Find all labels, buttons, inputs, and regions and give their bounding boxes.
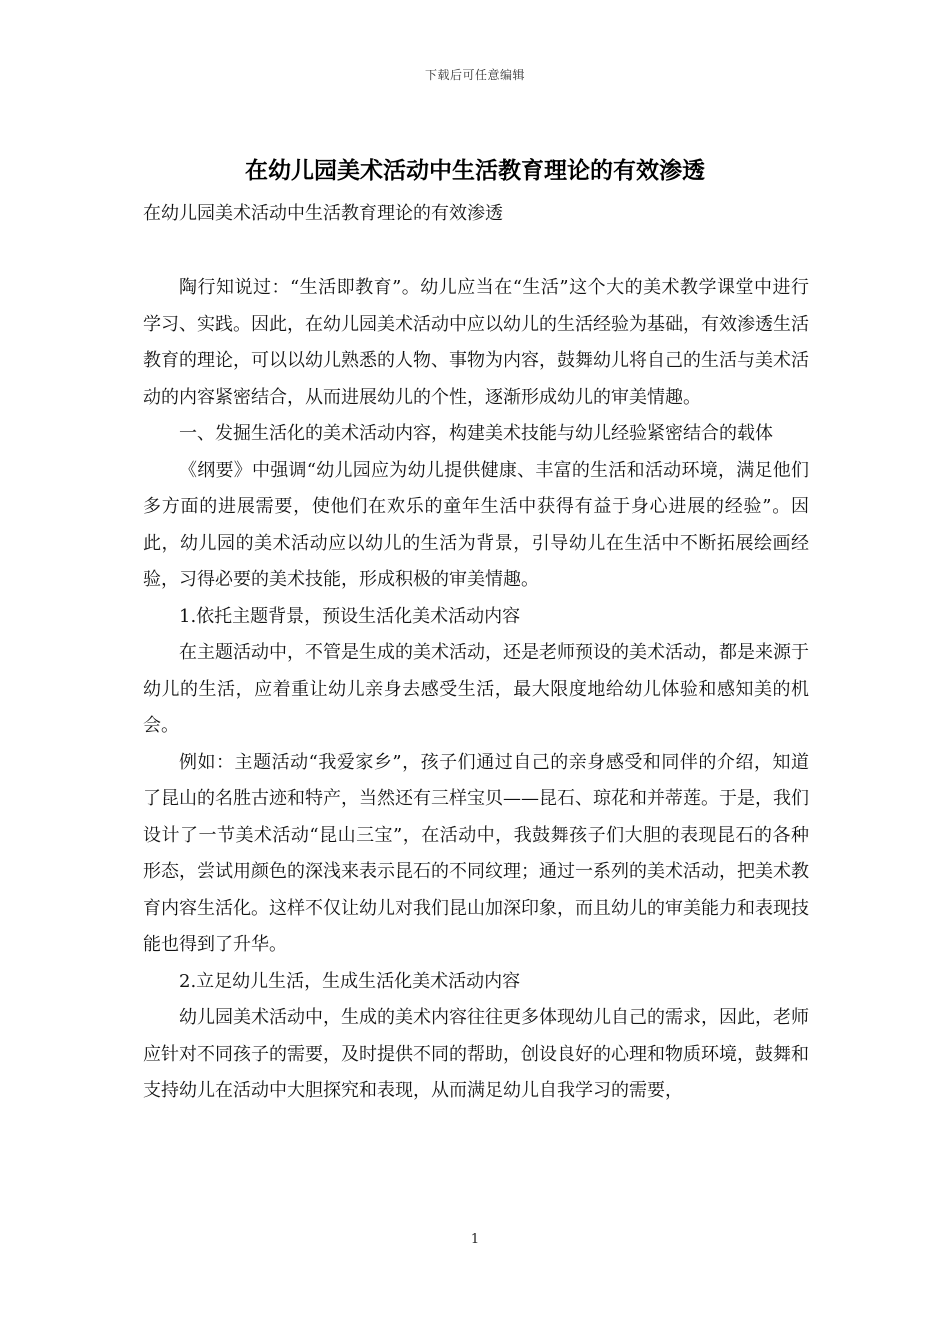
subsection-heading: 2.立足幼儿生活，生成生活化美术活动内容 [179, 970, 521, 992]
document-subtitle: 在幼儿园美术活动中生活教育理论的有效渗透 [143, 203, 503, 224]
subsection-heading: 1.依托主题背景，预设生活化美术活动内容 [179, 605, 521, 627]
paragraph: 幼儿园美术活动中，生成的美术内容往往更多体现幼儿自己的需求，因此，老师应针对不同孩子的需要，及时提供不同的帮助，创设良好的心理和物质环境，鼓舞和支持幼儿在活动中大胆探究和表现，从而满足幼儿自我学习的需要， [143, 1007, 809, 1101]
paragraph: 《纲要》中强调“幼儿园应为幼儿提供健康、丰富的生活和活动环境，满足他们多方面的进展需要，使他们在欢乐的童年生活中获得有益于身心进展的经验”。因此，幼儿园的美术活动应以幼儿的生活为背景，引导幼儿在生活中不断拓展绘画经验，习得必要的美术技能，形成积极的审美情趣。 [143, 459, 809, 590]
page-number: 1 [470, 1232, 480, 1247]
paragraph: 例如：主题活动“我爱家乡”，孩子们通过自己的亲身感受和同伴的介绍，知道了昆山的名胜古迹和特产，当然还有三样宝贝——昆石、琼花和并蒂莲。于是，我们设计了一节美术活动“昆山三宝”，在活动中，我鼓舞孩子们大胆的表现昆石的各种形态，尝试用颜色的深浅来表示昆石的不同纹理；通过一系列的美术活动，把美术教育内容生活化。这样不仅让幼儿对我们昆山加深印象，而且幼儿的审美能力和表现技能也得到了升华。 [143, 751, 809, 955]
paragraph: 陶行知说过：“生活即教育”。幼儿应当在“生活”这个大的美术教学课堂中进行学习、实践。因此，在幼儿园美术活动中应以幼儿的生活经验为基础，有效渗透生活教育的理论，可以以幼儿熟悉的人物、事物为内容，鼓舞幼儿将自己的生活与美术活动的内容紧密结合，从而进展幼儿的个性，逐渐形成幼儿的审美情趣。 [143, 277, 809, 408]
document-body [143, 270, 809, 1110]
section-heading: 一、发掘生活化的美术活动内容，构建美术技能与幼儿经验紧密结合的载体 [179, 423, 773, 444]
document-title: 在幼儿园美术活动中生活教育理论的有效渗透 [245, 158, 705, 184]
header-note: 下载后可任意编辑 [424, 68, 525, 82]
paragraph: 在主题活动中，不管是生成的美术活动，还是老师预设的美术活动，都是来源于幼儿的生活，应着重让幼儿亲身去感受生活，最大限度地给幼儿体验和感知美的机会。 [143, 642, 809, 736]
